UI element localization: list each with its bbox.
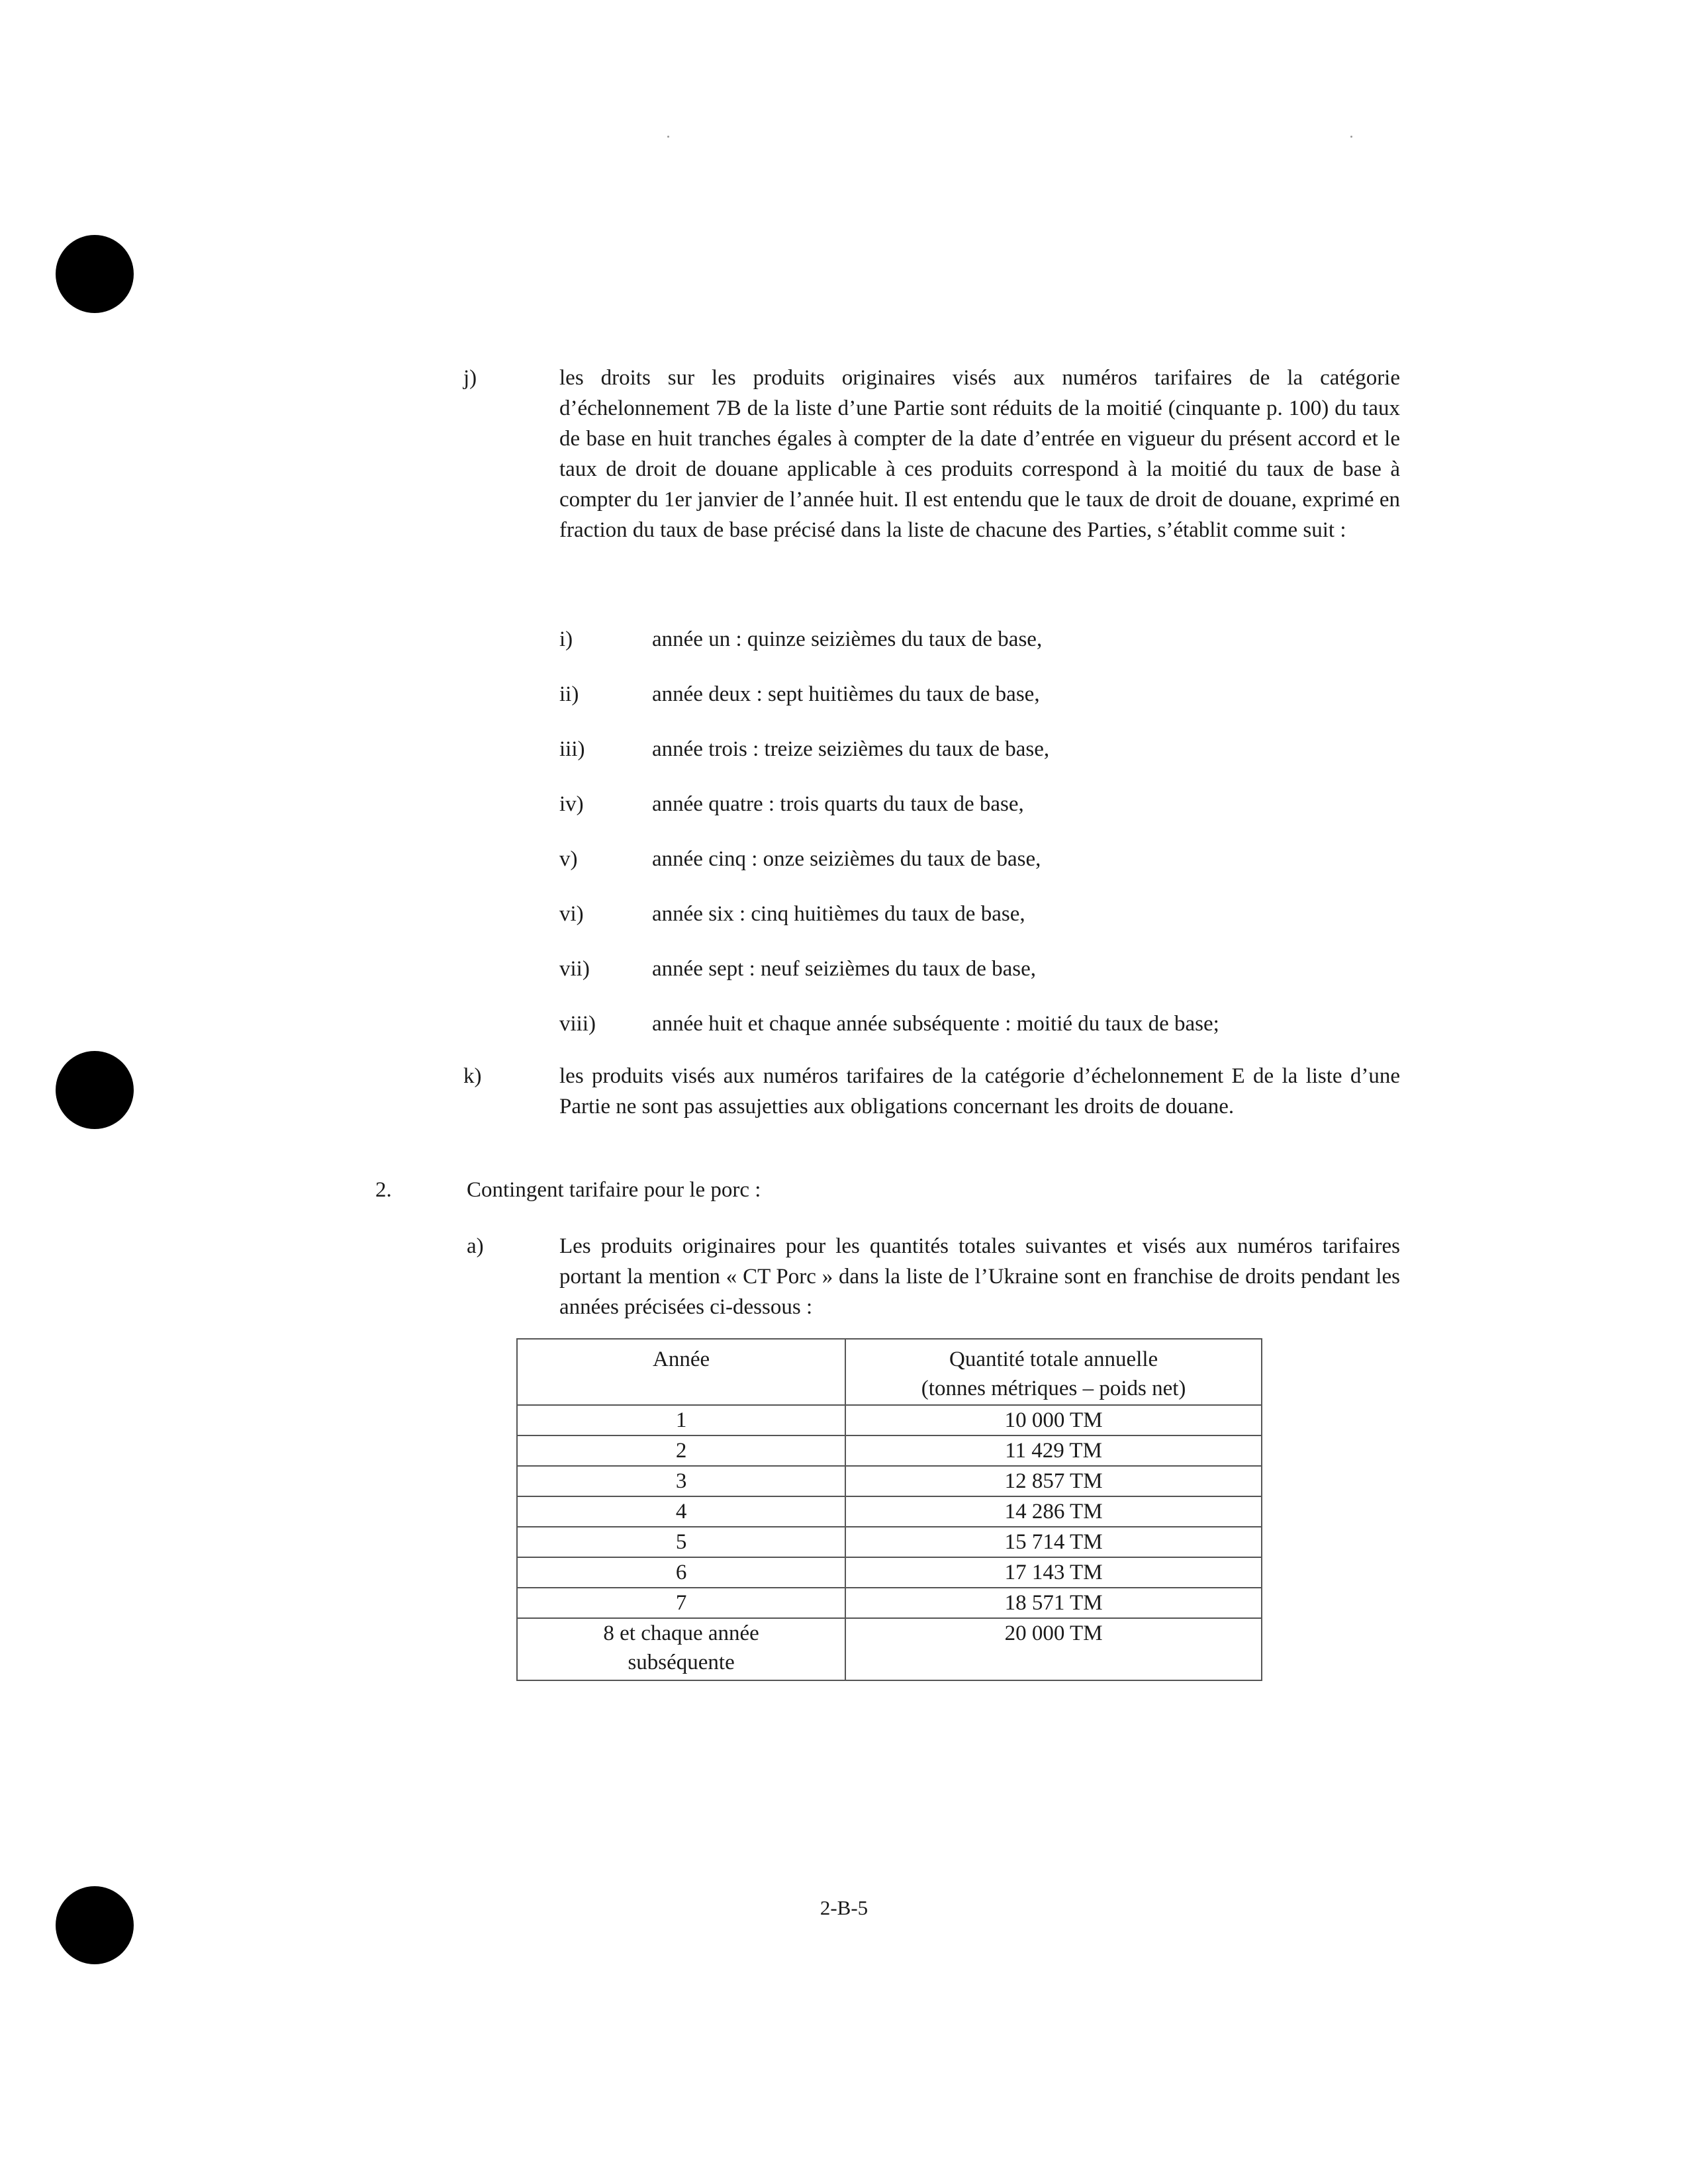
year-cell: 4 (517, 1496, 845, 1527)
list-item-text: année sept : neuf seizièmes du taux de base, (652, 957, 1037, 981)
quantity-cell: 10 000 TM (845, 1405, 1262, 1435)
quantity-cell: 14 286 TM (845, 1496, 1262, 1527)
table-row (517, 1435, 1262, 1466)
list-item-number: v) (559, 847, 578, 871)
item-j-paragraph (559, 363, 1400, 545)
list-item-text: année trois : treize seizièmes du taux de base, (652, 737, 1050, 761)
list-item-text: année huit et chaque année subséquente : moitié du taux de base; (652, 1012, 1219, 1036)
binder-hole (56, 235, 134, 313)
list-item-number: viii) (559, 1012, 596, 1036)
table-row (517, 1557, 1262, 1588)
quota-table (516, 1338, 1262, 1681)
column-header-quantity-line2: (tonnes métriques – poids net) (921, 1377, 1186, 1400)
year-cell: 1 (517, 1405, 845, 1435)
quantity-cell: 18 571 TM (845, 1588, 1262, 1618)
year-cell: 3 (517, 1466, 845, 1496)
list-item-number: i) (559, 627, 573, 651)
table-row (517, 1405, 1262, 1435)
table-row (517, 1466, 1262, 1496)
quantity-cell: 12 857 TM (845, 1466, 1262, 1496)
list-item-number: iv) (559, 792, 584, 816)
year-cell: 7 (517, 1588, 845, 1618)
item-k-paragraph (559, 1061, 1400, 1122)
year-cell-line2: subséquente (628, 1651, 735, 1674)
column-header-year (517, 1339, 845, 1405)
list-item-text: année deux : sept huitièmes du taux de base, (652, 682, 1040, 706)
table-row (517, 1496, 1262, 1527)
list-item-text: année cinq : onze seizièmes du taux de base, (652, 847, 1041, 871)
year-cell: 2 (517, 1435, 845, 1466)
item-j-text: les droits sur les produits originaires visés aux numéros tarifaires de la catégorie d’échelonnement 7B de la liste d’une Partie sont réduits de la moitié (cinquante p. 100) du taux de base en huit tranches égales à compter de la date d’entrée en vigueur du présent accord et le taux de droit de douane applicable à ces produits correspond à la moitié du taux de base à compter du 1er janvier de l’année huit. Il est entendu que le taux de droit de douane, exprimé en fraction du taux de base précisé dans la liste de chacune des Parties, s’établit comme suit : (559, 366, 1400, 542)
item-marker-k: k) (463, 1064, 482, 1088)
item-marker-a: a) (467, 1234, 484, 1258)
table-header-row (517, 1339, 1262, 1405)
list-item-number: vii) (559, 957, 590, 981)
binder-hole (56, 1051, 134, 1129)
table-row (517, 1527, 1262, 1557)
year-cell (517, 1618, 845, 1680)
year-cell: 5 (517, 1527, 845, 1557)
quantity-cell: 15 714 TM (845, 1527, 1262, 1557)
list-item-number: iii) (559, 737, 585, 761)
column-header-quantity (845, 1339, 1262, 1405)
quantity-cell: 17 143 TM (845, 1557, 1262, 1588)
scan-speck (1350, 136, 1352, 138)
page-number: 2-B-5 (820, 1896, 868, 1919)
quantity-cell: 20 000 TM (845, 1618, 1262, 1680)
item-k-text: les produits visés aux numéros tarifaires de la catégorie d’échelonnement E de la liste d’une Partie ne sont pas assujetties aux obligations concernant les droits de douane. (559, 1064, 1400, 1118)
year-cell: 6 (517, 1557, 845, 1588)
list-item-number: vi) (559, 902, 584, 926)
table-row (517, 1588, 1262, 1618)
year-cell-line1: 8 et chaque année (603, 1621, 759, 1645)
column-header-quantity-line1: Quantité totale annuelle (949, 1347, 1158, 1371)
column-header-year-label: Année (653, 1347, 710, 1371)
list-item-text: année six : cinq huitièmes du taux de base, (652, 902, 1025, 926)
item-marker-j: j) (463, 366, 477, 390)
item-a-text: Les produits originaires pour les quantités totales suivantes et visés aux numéros tarifaires portant la mention « CT Porc » dans la liste de l’Ukraine sont en franchise de droits pendant les années précisées ci-dessous : (559, 1234, 1400, 1319)
list-item-text: année quatre : trois quarts du taux de base, (652, 792, 1024, 816)
section-number: 2. (375, 1178, 392, 1202)
list-item-text: année un : quinze seizièmes du taux de base, (652, 627, 1043, 651)
scan-speck (667, 136, 669, 138)
quantity-cell: 11 429 TM (845, 1435, 1262, 1466)
item-a-paragraph (559, 1231, 1400, 1322)
table-row (517, 1618, 1262, 1680)
list-item-number: ii) (559, 682, 579, 706)
section-heading: Contingent tarifaire pour le porc : (467, 1178, 761, 1202)
